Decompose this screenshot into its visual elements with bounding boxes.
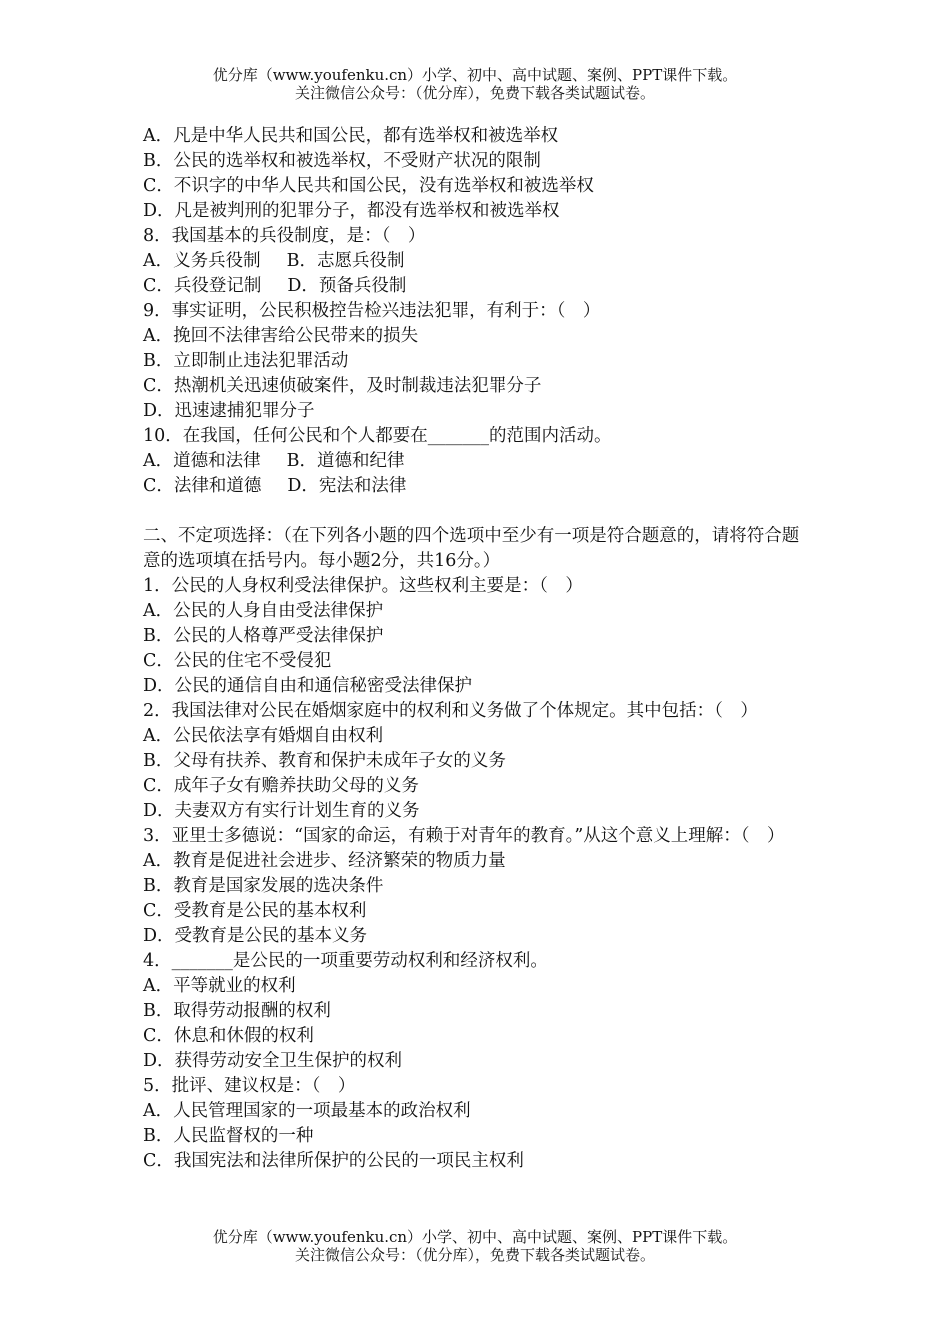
q8-option-d: D．预备兵役制 <box>287 276 407 296</box>
header-line-2: 关注微信公众号：（优分库），免费下载各类试题试卷。 <box>294 84 655 102</box>
header-line-1: 优分库（www.youfenku.cn）小学、初中、高中试题、案例、PPT课件下载。 <box>212 66 738 84</box>
p2-q3-option-b: B．教育是国家发展的选决条件 <box>143 876 384 896</box>
q10-option-b: B．道德和纪律 <box>286 451 405 471</box>
section-spacer <box>143 499 815 524</box>
p2-q3-option-d: D．受教育是公民的基本义务 <box>143 926 368 946</box>
q10-options-cd <box>143 474 815 499</box>
p2-q3-stem: 3．亚里士多德说：“国家的命运，有赖于对青年的教育。”从这个意义上理解：（ ） <box>143 826 785 846</box>
p2-q4-option-c: C．休息和休假的权利 <box>143 1026 314 1046</box>
q9-option-c: C．热潮机关迅速侦破案件，及时制裁违法犯罪分子 <box>143 376 542 396</box>
p2-q2-option-a: A．公民依法享有婚烟自由权利 <box>143 726 384 746</box>
q9-option-b: B．立即制止违法犯罪活动 <box>143 351 349 371</box>
p2-q4-option-a: A．平等就业的权利 <box>143 976 296 996</box>
q10-options-ab <box>143 449 815 474</box>
q7-option-d: D．凡是被判刑的犯罪分子，都没有选举权和被选举权 <box>143 201 560 221</box>
p2-q5-option-b: B．人民监督权的一种 <box>143 1126 314 1146</box>
section-2-heading: 二、不定项选择：（在下列各小题的四个选项中至少有一项是符合题意的，请将符合题意的选项填在括号内。每小题2分，共16分。） <box>143 526 800 571</box>
footer-line-1: 优分库（www.youfenku.cn）小学、初中、高中试题、案例、PPT课件下载。 <box>212 1228 738 1246</box>
q8-option-c: C．兵役登记制 <box>143 276 262 296</box>
q10-option-c: C．法律和道德 <box>143 476 262 496</box>
q10-stem: 10．在我国，任何公民和个人都要在_______的范围内活动。 <box>143 426 612 446</box>
p2-q1-option-c: C．公民的住宅不受侵犯 <box>143 651 332 671</box>
q10-option-a: A．道德和法律 <box>143 451 261 471</box>
document-body <box>143 124 815 1174</box>
q7-option-a: A．凡是中华人民共和国公民，都有选举权和被选举权 <box>143 126 559 146</box>
p2-q1-option-d: D．公民的通信自由和通信秘密受法律保护 <box>143 676 473 696</box>
q8-options-cd <box>143 274 815 299</box>
p2-q1-stem: 1．公民的人身权利受法律保护。这些权利主要是：（ ） <box>143 576 583 596</box>
p2-q4-option-d: D．获得劳动安全卫生保护的权利 <box>143 1051 403 1071</box>
p2-q5-option-a: A．人民管理国家的一项最基本的政治权利 <box>143 1101 471 1121</box>
p2-q3-option-c: C．受教育是公民的基本权利 <box>143 901 367 921</box>
q8-options-ab <box>143 249 815 274</box>
p2-q2-option-d: D．夫妻双方有实行计划生育的义务 <box>143 801 420 821</box>
p2-q2-option-c: C．成年子女有赡养扶助父母的义务 <box>143 776 419 796</box>
q9-option-d: D．迅速逮捕犯罪分子 <box>143 401 315 421</box>
p2-q4-stem: 4．_______是公民的一项重要劳动权利和经济权利。 <box>143 951 548 971</box>
q9-stem: 9．事实证明，公民积极控告检兴违法犯罪，有利于：（ ） <box>143 301 601 321</box>
q8-option-a: A．义务兵役制 <box>143 251 261 271</box>
p2-q5-stem: 5．批评、建议权是：（ ） <box>143 1076 356 1096</box>
p2-q2-option-b: B．父母有扶养、教育和保护未成年子女的义务 <box>143 751 506 771</box>
p2-q5-option-c: C．我国宪法和法律所保护的公民的一项民主权利 <box>143 1151 524 1171</box>
p2-q3-option-a: A．教育是促进社会进步、经济繁荣的物质力量 <box>143 851 506 871</box>
p2-q4-option-b: B．取得劳动报酬的权利 <box>143 1001 331 1021</box>
q8-stem: 8．我国基本的兵役制度，是：（ ） <box>143 226 426 246</box>
footer-line-2: 关注微信公众号：（优分库），免费下载各类试题试卷。 <box>294 1246 655 1264</box>
p2-q1-option-a: A．公民的人身自由受法律保护 <box>143 601 384 621</box>
q10-option-d: D．宪法和法律 <box>287 476 407 496</box>
q7-option-c: C．不识字的中华人民共和国公民，没有选举权和被选举权 <box>143 176 594 196</box>
page-footer <box>0 1228 950 1264</box>
page-header <box>0 66 950 102</box>
p2-q2-stem: 2．我国法律对公民在婚烟家庭中的权利和义务做了个体规定。其中包括：（ ） <box>143 701 758 721</box>
q7-option-b: B．公民的选举权和被选举权，不受财产状况的限制 <box>143 151 541 171</box>
p2-q1-option-b: B．公民的人格尊严受法律保护 <box>143 626 384 646</box>
q9-option-a: A．挽回不法律害给公民带来的损失 <box>143 326 419 346</box>
q8-option-b: B．志愿兵役制 <box>286 251 405 271</box>
